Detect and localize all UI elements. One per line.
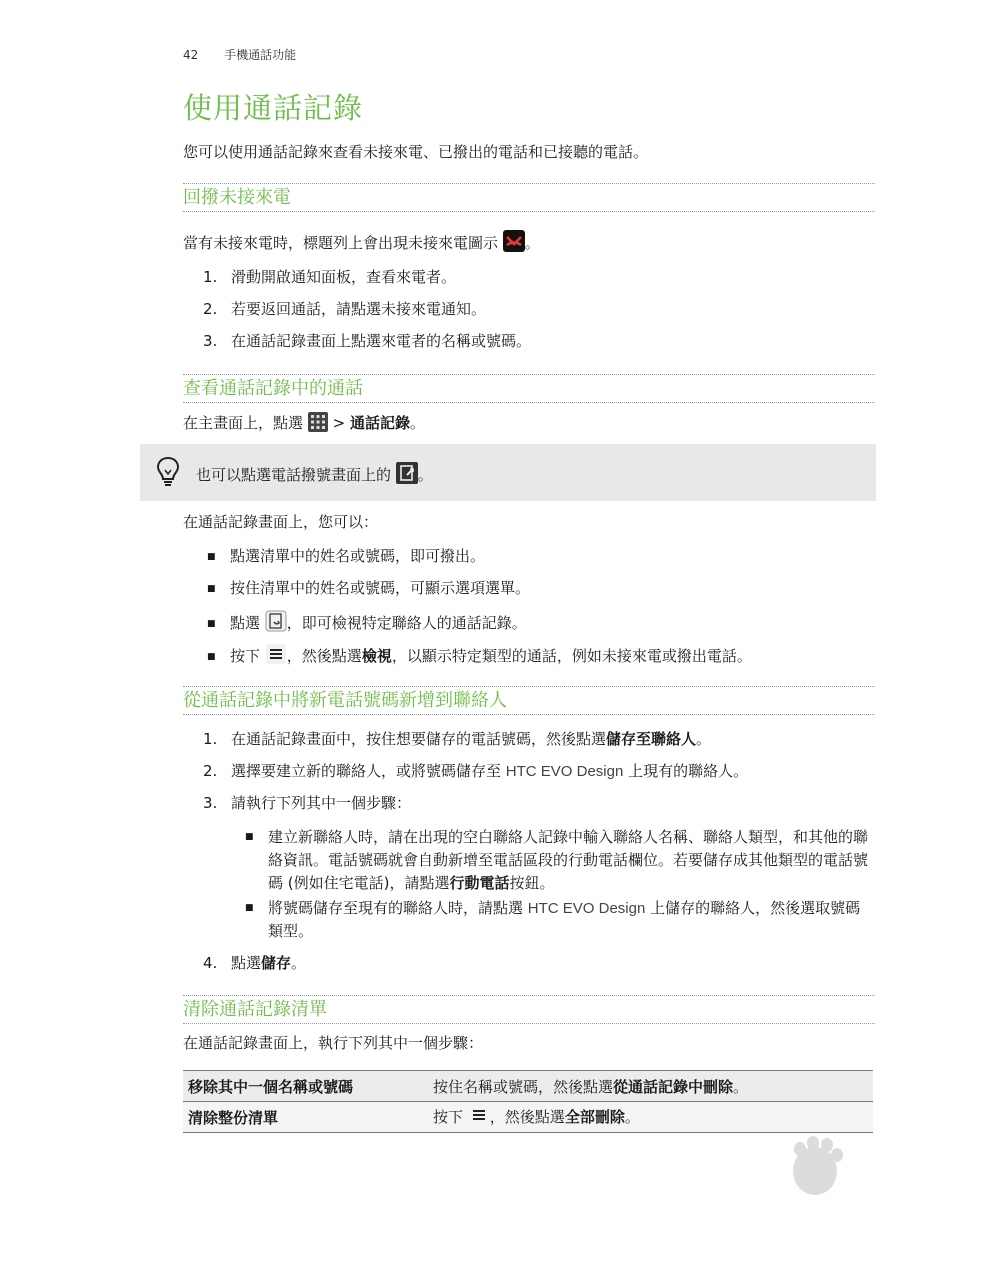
clear-log-lead: 在通話記錄畫面上，執行下列其中一個步驟： — [183, 1034, 484, 1052]
contact-call-history-icon — [265, 610, 287, 637]
section-heading-missed-calls: 回撥未接來電 — [183, 183, 875, 212]
lightbulb-icon — [156, 456, 180, 492]
sub-list-item: ■ 將號碼儲存至現有的聯絡人時，請點選 HTC EVO Design 上儲存的聯絡人，然後選取號碼類型。 — [245, 899, 861, 940]
missed-call-icon — [503, 230, 525, 257]
list-item: ■ 點選 ，即可檢視特定聯絡人的通話記錄。 — [207, 610, 527, 637]
list-item: 2. 若要返回通話，請點選未接來電通知。 — [203, 300, 487, 318]
list-item: ■ 點選清單中的姓名或號碼，即可撥出。 — [207, 547, 486, 565]
view-calls-line: 在主畫面上，點選 > 通話記錄。 — [183, 412, 425, 437]
clear-options-table — [183, 1070, 873, 1133]
section-heading-add-contact: 從通話記錄中將新電話號碼新增到聯絡人 — [183, 686, 875, 715]
chapter-title: 手機通話功能 — [224, 48, 297, 62]
apps-grid-icon — [308, 412, 328, 437]
list-item: 3. 請執行下列其中一個步驟： — [203, 794, 412, 812]
list-item: ■ 按住清單中的姓名或號碼，可顯示選項選單。 — [207, 579, 531, 597]
intro-text: 您可以使用通話記錄來查看未接來電、已撥出的電話和已接聽的電話。 — [183, 143, 649, 161]
list-item: ■ 按下 ，然後點選檢視，以顯示特定類型的通話，例如未接來電或撥出電話。 — [207, 643, 752, 670]
list-item: 3. 在通話記錄畫面上點選來電者的名稱或號碼。 — [203, 332, 532, 350]
list-item: 4. 點選儲存。 — [203, 954, 307, 972]
section-heading-clear-log: 清除通話記錄清單 — [183, 995, 875, 1024]
list-item: 1. 在通話記錄畫面中，按住想要儲存的電話號碼，然後點選儲存至聯絡人。 — [203, 730, 712, 748]
page-title: 使用通話記錄 — [183, 91, 364, 125]
menu-icon — [265, 643, 287, 670]
missed-call-lead: 當有未接來電時，標題列上會出現未接來電圖示 。 — [183, 230, 540, 257]
baidu-watermark — [700, 1135, 940, 1245]
sub-list-item: ■ 建立新聯絡人時，請在出現的空白聯絡人記錄中輸入聯絡人名稱、聯絡人類型，和其他的聯絡資訊。電話號碼就會自動新增至電話區段的行動電話欄位。若要儲存成其他類型的電話號碼 (例如住宅電話)，請點選行動電話按鈕。 — [245, 828, 869, 892]
page-number: 42 — [183, 48, 199, 62]
page-header — [183, 46, 296, 63]
menu-icon — [468, 1104, 490, 1130]
list-item: 2. 選擇要建立新的聯絡人，或將號碼儲存至 HTC EVO Design 上現有的聯絡人。 — [203, 762, 749, 780]
section-heading-view-calls: 查看通話記錄中的通話 — [183, 374, 875, 403]
call-log-icon — [396, 462, 418, 489]
tip-box — [140, 444, 876, 501]
list-item: 1. 滑動開啟通知面板，查看來電者。 — [203, 268, 457, 286]
call-log-lead: 在通話記錄畫面上，您可以： — [183, 513, 379, 531]
tip-text: 也可以點選電話撥號畫面上的 。 — [196, 462, 433, 489]
table-row: 移除其中一個名稱或號碼 按住名稱或號碼，然後點選從通話記錄中刪除。 — [183, 1071, 873, 1102]
table-row: 清除整份清單 按下 ，然後點選全部刪除。 — [183, 1102, 873, 1133]
